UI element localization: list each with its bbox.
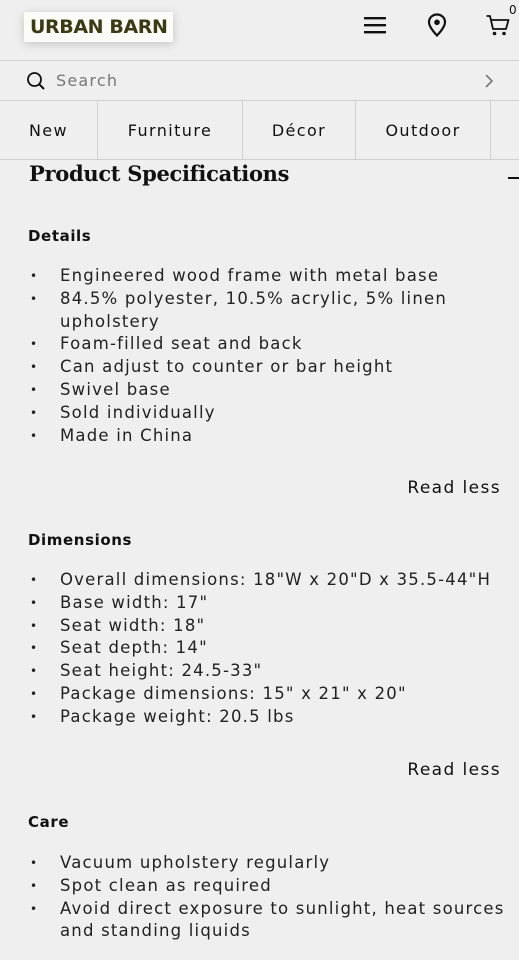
- list-item: • Avoid direct exposure to sunlight, heat sources: [30, 898, 505, 918]
- list-item: • Engineered wood frame with metal base: [30, 266, 440, 285]
- list-item-continuation: upholstery: [60, 311, 160, 331]
- list-item: • Spot clean as required: [30, 875, 272, 895]
- list-item: • Package weight: 20.5 lbs: [30, 706, 295, 726]
- cart-count-badge: 0: [509, 3, 517, 17]
- tab-furniture[interactable]: Furniture: [98, 101, 243, 159]
- list-item: • Seat depth: 14": [30, 638, 208, 658]
- list-item: • Can adjust to counter or bar height: [30, 357, 394, 377]
- list-item: • Foam-filled seat and back: [30, 334, 303, 354]
- list-item: • Swivel base: [30, 379, 171, 399]
- tab-outdoor[interactable]: Outdoor: [356, 101, 491, 159]
- care-list: [0, 852, 519, 943]
- list-item: • Package dimensions: 15" x 21" x 20": [30, 683, 407, 703]
- details-read-less-link[interactable]: Read less: [407, 478, 501, 498]
- list-item: • Seat height: 24.5-33": [30, 661, 263, 681]
- menu-icon[interactable]: [362, 12, 388, 38]
- search-input[interactable]: Search: [56, 71, 119, 90]
- cart-icon[interactable]: [484, 12, 512, 38]
- chevron-right-icon[interactable]: [484, 73, 494, 93]
- list-item-continuation: and standing liquids: [60, 921, 251, 941]
- dimensions-read-less-link[interactable]: Read less: [407, 760, 501, 780]
- dimensions-list: [0, 569, 519, 729]
- list-item: • Base width: 17": [30, 592, 209, 612]
- tab-new[interactable]: New: [0, 101, 98, 159]
- list-item: • Vacuum upholstery regularly: [30, 853, 331, 872]
- details-list: [0, 265, 519, 447]
- list-item: • 84.5% polyester, 10.5% acrylic, 5% linen: [30, 288, 447, 308]
- list-item: • Sold individually: [30, 402, 216, 422]
- product-specifications-title[interactable]: Product Specifications: [29, 161, 290, 186]
- location-pin-icon[interactable]: [424, 12, 450, 38]
- list-item: • Overall dimensions: 18"W x 20"D x 35.5-44"H: [30, 570, 492, 589]
- category-nav: [0, 101, 519, 160]
- search-bar[interactable]: [0, 60, 519, 101]
- search-icon: [26, 71, 46, 95]
- list-item: • Made in China: [30, 425, 194, 445]
- care-heading: Care: [28, 813, 70, 831]
- dimensions-heading: Dimensions: [28, 531, 133, 549]
- tab-decor[interactable]: Décor: [243, 101, 356, 159]
- header: [0, 0, 519, 60]
- details-heading: Details: [28, 227, 92, 245]
- urban-barn-logo[interactable]: URBAN BARN: [24, 12, 173, 42]
- list-item: • Seat width: 18": [30, 615, 206, 635]
- collapse-minus-icon[interactable]: [508, 177, 519, 179]
